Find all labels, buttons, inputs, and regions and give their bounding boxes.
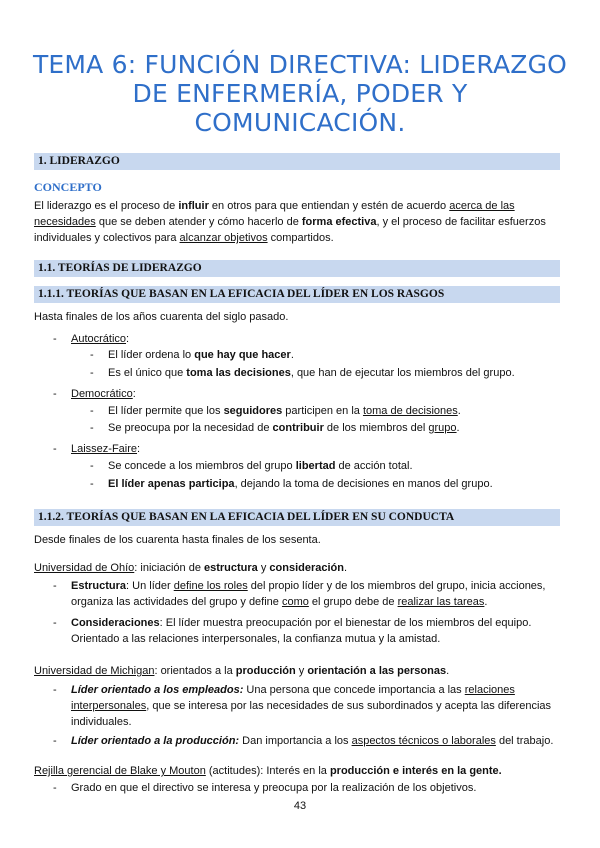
section-heading-teorias: 1.1. TEORÍAS DE LIDERAZGO (34, 260, 560, 277)
blake-heading: Rejilla gerencial de Blake y Mouton (actitudes): Interés en la producción e interés en la gente. (34, 765, 502, 777)
section-heading-conducta: 1.1.2. TEORÍAS QUE BASAN EN LA EFICACIA DEL LÍDER EN SU CONDUCTA (34, 509, 560, 526)
document-page: TEMA 6: FUNCIÓN DIRECTIVA: LIDERAZGO DE ENFERMERÍA, PODER Y COMUNICACIÓN. 1. LIDERAZGO CONCEPTO El liderazgo es el proceso de influir en otros para que entiendan y estén de acuerdo acerca de las necesidades que se deben atender y cómo hacerlo de forma efectiva, y el proceso de facilitar esfuerzos individuales y colectivos para alcanzar objetivos compartidos. 1.1. TEORÍAS DE LIDERAZGO 1.1.1. TEORÍAS QUE BASAN EN LA EFICACIA DEL LÍDER EN LOS RASGOS Hasta finales de los años cuarenta del siglo pasado. - Autocrático: - El líder ordena lo que hay que hacer. - Es el único que toma las decisiones, que han de ejecutar los miembros del grupo. - Democrático: - El líder permite que los seguidores participen en la toma de decisiones. - Se preocupa por la necesidad de contribuir de los miembros del grupo. - Laissez-Faire: - Se concede a los miembros del grupo libertad de acción total. - El líder apenas participa, dejando la toma de decisiones en manos del grupo. 1.1.2. TEORÍAS QUE BASAN EN LA EFICACIA DEL LÍDER EN SU CONDUCTA Desde finales de los cuarenta hasta finales de los sesenta. Universidad de Ohío: iniciación de estructura y consideración. - Estructura: Un líder define los roles del propio líder y de los miembros del grupo, inicia acciones, organiza las actividades del grupo y define como el grupo debe de realizar las tareas. - Consideraciones: El líder muestra preocupación por el bienestar de los miembros del equipo. Orientado a las relaciones interpersonales, la confianza mutua y la amistad. Universidad de Michigan: orientados a la producción y orientación a las personas. - Líder orientado a los empleados: Una persona que concede importancia a las relaciones interpersonales, que se interesa por las necesidades de sus subordinados y acepta las diferencias individuales. - Líder orientado a la producción: Dan importancia a los aspectos técnicos o laborales del trabajo. Rejilla gerencial de Blake y Mouton (actitudes): Interés en la producción e interés en la gente. - Grado en que el directivo se interesa y preocupa por la realización de los objetivos. 43 (0, 0, 600, 848)
conducta-intro: Desde finales de los cuarenta hasta finales de los sesenta. (34, 534, 321, 546)
document-title: TEMA 6: FUNCIÓN DIRECTIVA: LIDERAZGO DE ENFERMERÍA, PODER Y COMUNICACIÓN. (32, 50, 568, 137)
ohio-heading: Universidad de Ohío: iniciación de estructura y consideración. (34, 562, 348, 574)
rasgos-intro: Hasta finales de los años cuarenta del siglo pasado. (34, 311, 289, 323)
page-number: 43 (293, 800, 307, 812)
concepto-paragraph: El liderazgo es el proceso de influir en otros para que entiendan y estén de acuerdo acerca de las necesidades que se deben atender y cómo hacerlo de forma efectiva, y el proceso de facilitar esfuerzos individuales y colectivos para alcanzar objetivos compartidos. (34, 200, 546, 244)
michigan-heading: Universidad de Michigan: orientados a la producción y orientación a las personas. (34, 665, 450, 677)
section-heading-rasgos: 1.1.1. TEORÍAS QUE BASAN EN LA EFICACIA DEL LÍDER EN LOS RASGOS (34, 286, 560, 303)
section-heading-liderazgo: 1. LIDERAZGO (34, 153, 560, 170)
subheading-concepto: CONCEPTO (34, 180, 102, 194)
